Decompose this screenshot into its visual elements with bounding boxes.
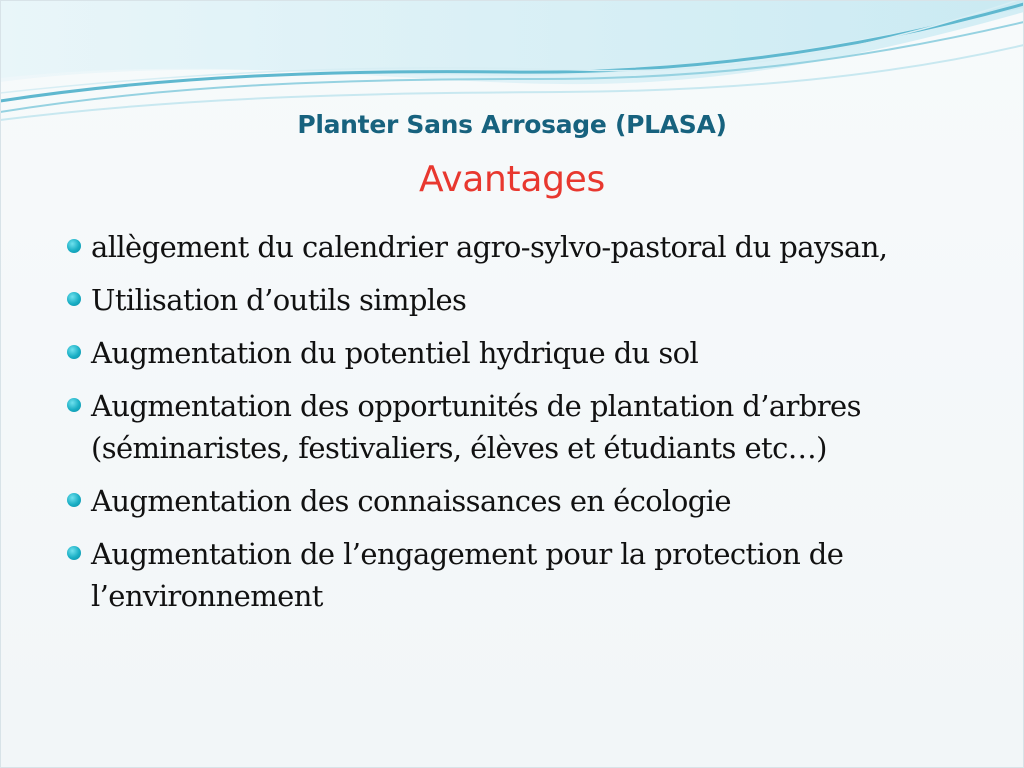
- list-item: [62, 480, 982, 522]
- list-item-text: allègement du calendrier agro-sylvo-pastoral du paysan,: [91, 230, 888, 264]
- slide-subtitle: Avantages: [419, 159, 605, 200]
- list-item: [62, 279, 982, 321]
- list-item: [62, 533, 982, 617]
- list-item: [62, 385, 982, 469]
- list-item-text: Augmentation du potentiel hydrique du sol: [91, 336, 699, 370]
- teal-circle-bullet-icon: [67, 292, 81, 306]
- list-item: [62, 332, 982, 374]
- advantages-list: [62, 226, 982, 617]
- list-item-text: Augmentation des connaissances en écologie: [91, 484, 731, 518]
- list-item-text: Augmentation des opportunités de plantation d’arbres (séminaristes, festivaliers, élèves et étudiants etc…): [91, 389, 861, 465]
- teal-circle-bullet-icon: [67, 546, 81, 560]
- list-item-text: Augmentation de l’engagement pour la protection de l’environnement: [91, 537, 844, 613]
- list-item-text: Utilisation d’outils simples: [91, 283, 467, 317]
- teal-circle-bullet-icon: [67, 398, 81, 412]
- teal-circle-bullet-icon: [67, 345, 81, 359]
- teal-circle-bullet-icon: [67, 493, 81, 507]
- list-item: [62, 226, 982, 268]
- teal-circle-bullet-icon: [67, 239, 81, 253]
- slide-title: Planter Sans Arrosage (PLASA): [297, 110, 727, 139]
